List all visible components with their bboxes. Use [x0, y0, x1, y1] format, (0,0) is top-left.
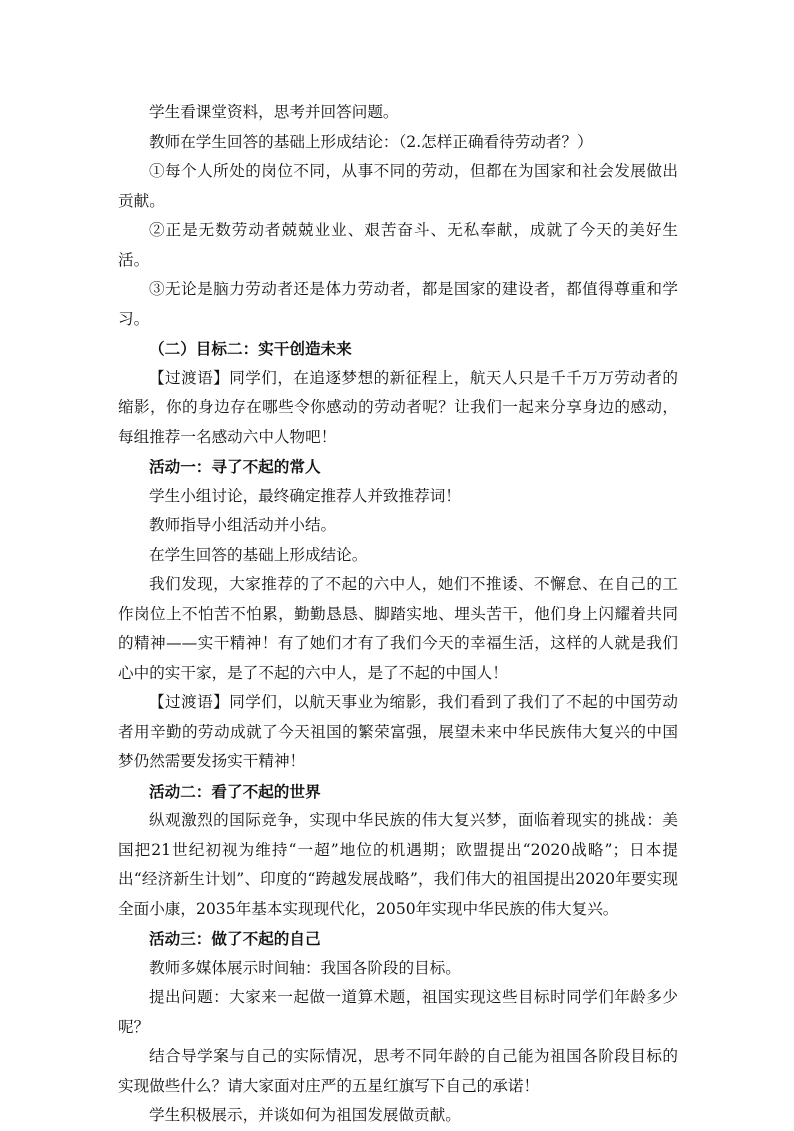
paragraph: 我们发现，大家推荐的了不起的六中人，她们不推诿、不懈怠、在自己的工作岗位上不怕苦不怕累，勤勤恳恳、脚踏实地、埋头苦干，他们身上闪耀着共同的精神——实干精神！有了她们才有了我们今天的幸福生活，这样的人就是我们心中的实干家，是了不起的六中人，是了不起的中国人！ — [118, 575, 678, 682]
paragraph: ①每个人所处的岗位不同，从事不同的劳动，但都在为国家和社会发展做出贡献。 — [118, 162, 678, 210]
paragraph: 教师在学生回答的基础上形成结论：（2.怎样正确看待劳动者？） — [149, 132, 593, 151]
paragraph: 学生小组讨论，最终确定推荐人并致推荐词！ — [149, 486, 461, 505]
paragraph: 纵观激烈的国际竞争，实现中华民族的伟大复兴梦，面临着现实的挑战：美国把21世纪初视为维持“一超”地位的机遇期；欧盟提出“2020战略”；日本提出“经济新生计划”、印度的“跨越发展战略”，我们伟大的祖国提出2020年要实现全面小康，2035年基本实现现代化，2050年实现中华民族的伟大复兴。 — [118, 811, 678, 918]
paragraph: 学生看课堂资料，思考并回答问题。 — [149, 103, 399, 121]
activity-heading: 活动一：寻了不起的常人 — [149, 457, 321, 476]
paragraph: 学生积极展示，并谈如何为祖国发展做贡献。 — [149, 1106, 461, 1124]
activity-heading: 活动三：做了不起的自己 — [149, 929, 321, 948]
section-heading: （二）目标二：实干创造未来 — [149, 339, 352, 358]
activity-heading: 活动二：看了不起的世界 — [149, 781, 321, 801]
paragraph: ②正是无数劳动者兢兢业业、艰苦奋斗、无私奉献，成就了今天的美好生活。 — [118, 221, 678, 269]
paragraph: 提出问题：大家来一起做一道算术题，祖国实现这些目标时同学们年龄多少呢？ — [118, 988, 678, 1036]
paragraph: 【过渡语】同学们，以航天事业为缩影，我们看到了我们了不起的中国劳动者用辛勤的劳动成就了今天祖国的繁荣富强，展望未来中华民族伟大复兴的中国梦仍然需要发扬实干精神！ — [118, 693, 678, 770]
paragraph: ③无论是脑力劳动者还是体力劳动者，都是国家的建设者，都值得尊重和学习。 — [118, 280, 678, 328]
paragraph: 【过渡语】同学们，在追逐梦想的新征程上，航天人只是千千万万劳动者的缩影，你的身边存在哪些令你感动的劳动者呢？让我们一起来分享身边的感动，每组推荐一名感动六中人物吧！ — [118, 368, 678, 446]
paragraph: 教师多媒体展示时间轴：我国各阶段的目标。 — [149, 958, 461, 977]
paragraph: 在学生回答的基础上形成结论。 — [149, 545, 368, 564]
paragraph: 教师指导小组活动并小结。 — [149, 516, 337, 534]
document-body — [118, 98, 678, 1131]
paragraph: 结合导学案与自己的实际情况，思考不同年龄的自己能为祖国各阶段目标的实现做些什么？请大家面对庄严的五星红旗写下自己的承诺！ — [118, 1047, 678, 1095]
